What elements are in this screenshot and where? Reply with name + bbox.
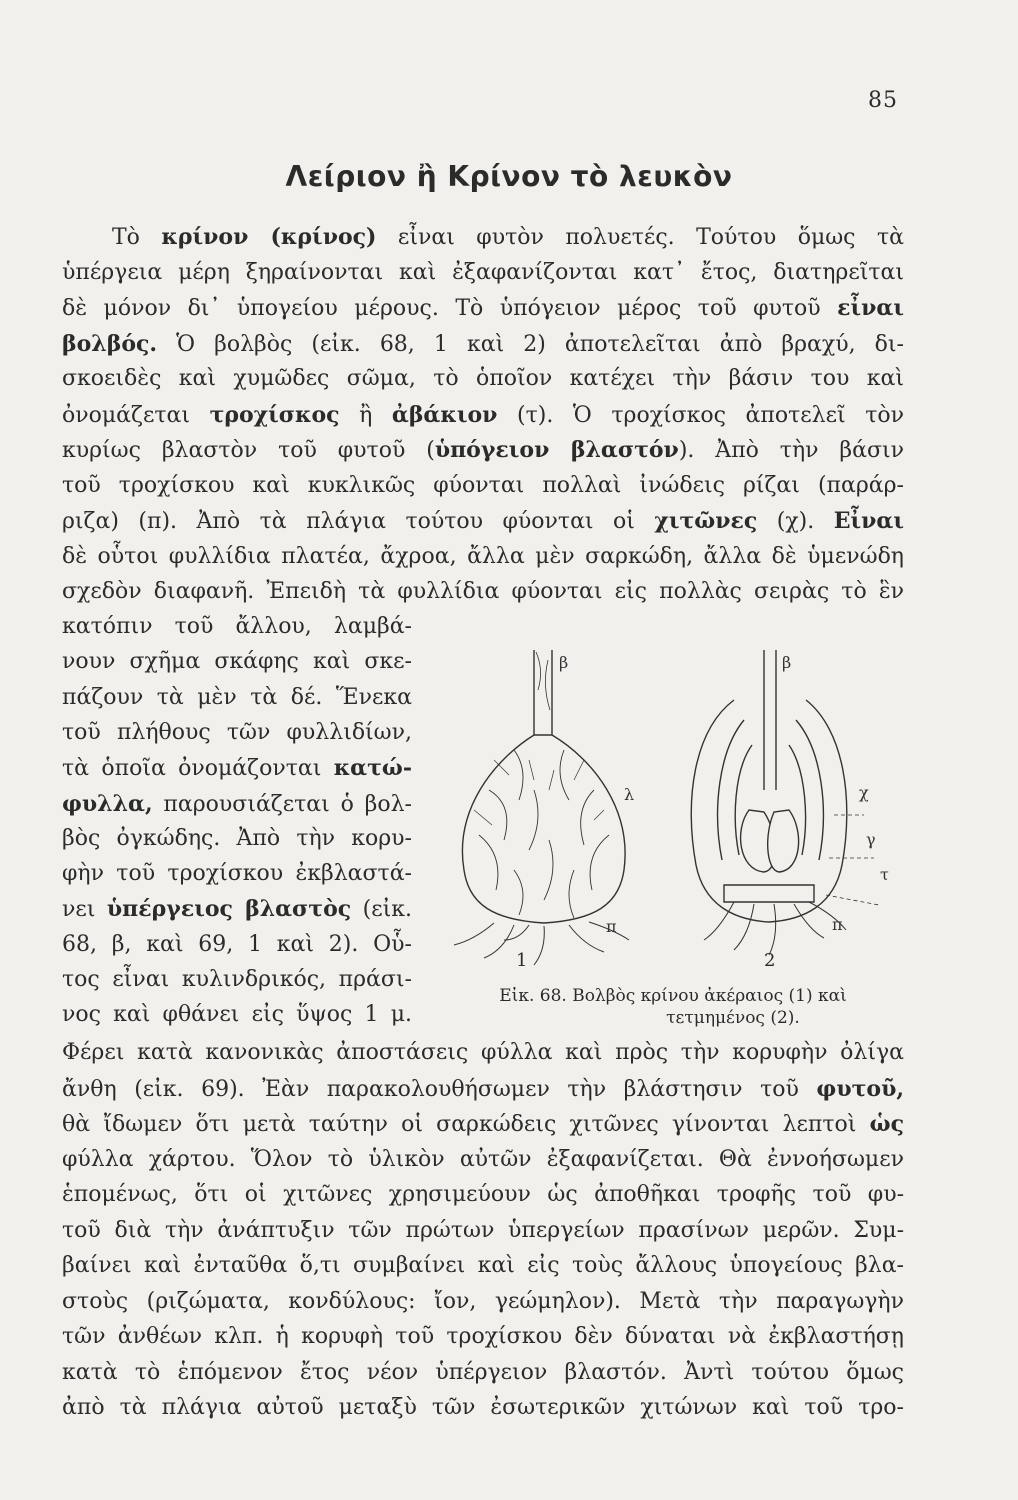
bold-term: χιτῶνες: [654, 508, 758, 534]
bold-term: φυλλα,: [62, 790, 153, 817]
text-line: ὑπέργεια μέρη ξηραίνονται καὶ ἐξαφανίζονται κατ᾿ ἔτος, διατηρεῖται: [62, 259, 904, 285]
page-title: Λείριον ἢ Κρίνον τὸ λευκὸν: [285, 160, 733, 193]
figure-letter-beta-2: β: [782, 653, 792, 672]
text-line: Φέρει κατὰ κανονικὰς ἀποστάσεις φύλλα καὶ πρὸς τὴν κορυφὴν ὀλίγα: [62, 1040, 904, 1065]
figure-label-2: 2: [764, 950, 776, 971]
text-line: τὰ ὁποῖα ὀνομάζονται κατώ-: [62, 755, 412, 782]
text-line: δὲ οὗτοι φυλλίδια πλατέα, ἄχροα, ἄλλα μὲν σαρκώδη, ἄλλα δὲ ὑμενώδη: [62, 543, 904, 569]
figure-letter-gamma: γ: [866, 830, 876, 849]
text-line: τοῦ πλήθους τῶν φυλλιδίων,: [62, 719, 412, 745]
page-number: 85: [868, 88, 898, 113]
bold-term: κρίνον (κρίνος): [161, 224, 377, 250]
text-line: φυλλα, παρουσιάζεται ὁ βολ-: [62, 790, 412, 817]
text-line: νουν σχῆμα σκάφης καὶ σκε-: [62, 649, 412, 675]
text-line: δὲ μόνον δι᾿ ὑπογείου μέρους. Τὸ ὑπόγειον μέρος τοῦ φυτοῦ εἶναι: [62, 295, 904, 321]
text-line: τοῦ τροχίσκου καὶ κυκλικῶς φύονται πολλαὶ ἰνώδεις ρίζαι (παράρ-: [62, 472, 904, 498]
figure-68-lily-bulb: [434, 640, 904, 1030]
figure-label-1: 1: [516, 950, 528, 971]
text-line: πάζουν τὰ μὲν τὰ δέ. Ἕνεκα: [62, 684, 412, 710]
figure-letter-chi: χ: [859, 783, 869, 802]
text-line: Τὸ κρίνον (κρίνος) εἶναι φυτὸν πολυετές. Τούτου ὅμως τὰ: [112, 224, 905, 250]
figure-caption-line-1: Εἰκ. 68. Βολβὸς κρίνου ἀκέραιος (1) καὶ: [499, 986, 847, 1006]
text-line: ἀπὸ τὰ πλάγια αὐτοῦ μεταξὺ τῶν ἐσωτερικῶν χιτώνων καὶ τοῦ τρο-: [62, 1395, 904, 1420]
bold-term: φυτοῦ,: [816, 1075, 904, 1102]
text-line: ἑπομένως, ὅτι οἱ χιτῶνες χρησιμεύουν ὡς ἀποθῆκαι τροφῆς τοῦ φυ-: [62, 1182, 904, 1207]
text-line: σκοειδὲς καὶ χυμῶδες σῶμα, τὸ ὁποῖον κατέχει τὴν βάσιν του καὶ: [62, 366, 904, 391]
text-line: βὸς ὀγκώδης. Ἀπὸ τὴν κορυ-: [62, 825, 412, 851]
figure-letter-lambda: λ: [624, 785, 635, 804]
figure-letter-tau: τ: [880, 865, 889, 884]
text-line: τῶν ἀνθέων κλπ. ἡ κορυφὴ τοῦ τροχίσκου δὲν δύναται νὰ ἐκβλαστήσῃ: [62, 1324, 904, 1349]
bold-term: ὡς: [869, 1111, 904, 1137]
text-line: θὰ ἴδωμεν ὅτι μετὰ ταύτην οἱ σαρκώδεις χιτῶνες γίνονται λεπτοὶ ὡς: [62, 1111, 904, 1137]
bold-term: βολβός.: [62, 330, 158, 357]
bold-term: εἶναι: [837, 295, 904, 321]
text-line: τος εἶναι κυλινδρικός, πράσι-: [62, 967, 412, 992]
bold-term: ὑπόγειον βλαστόν: [434, 437, 679, 463]
figure-caption: [438, 985, 908, 1029]
text-line: κατὰ τὸ ἑπόμενον ἔτος νέον ὑπέργειον βλαστόν. Ἀντὶ τούτου ὅμως: [62, 1359, 904, 1385]
text-line: ὀνομάζεται τροχίσκος ἢ ἀβάκιον (τ). Ὁ τροχίσκος ἀποτελεῖ τὸν: [62, 401, 904, 428]
text-line: στοὺς (ριζώματα, κονδύλους: ἴον, γεώμηλον). Μετὰ τὴν παραγωγὴν: [62, 1288, 904, 1314]
text-line: βαίνει καὶ ἐνταῦθα ὅ,τι συμβαίνει καὶ εἰς τοὺς ἄλλους ὑπογείους βλα-: [62, 1253, 904, 1278]
bold-term: τροχίσκος: [209, 401, 340, 428]
text-line: σχεδὸν διαφανῆ. Ἐπειδὴ τὰ φυλλίδια φύονται εἰς πολλὰς σειρὰς τὸ ἓν: [62, 579, 904, 604]
text-line: νει ὑπέργειος βλαστὸς (εἰκ.: [62, 896, 413, 923]
text-line: κυρίως βλαστὸν τοῦ φυτοῦ (ὑπόγειον βλαστόν). Ἀπὸ τὴν βάσιν: [62, 437, 905, 463]
text-line: ἄνθη (εἰκ. 69). Ἐὰν παρακολουθήσωμεν τὴν βλάστησιν τοῦ φυτοῦ,: [62, 1075, 904, 1102]
text-line: κατόπιν τοῦ ἄλλου, λαμβά-: [62, 614, 412, 639]
bulb-illustration: [434, 640, 904, 1030]
text-line: 68, β, καὶ 69, 1 καὶ 2). Οὗ-: [62, 931, 412, 957]
whole-bulb-drawing: [454, 650, 629, 965]
figure-letter-pi-1: π: [606, 917, 617, 936]
text-line: νος καὶ φθάνει εἰς ὕψος 1 μ.: [62, 1002, 412, 1028]
text-line: τοῦ διὰ τὴν ἀνάπτυξιν τῶν πρώτων ὑπεργείων πρασίνων μερῶν. Συμ-: [62, 1217, 904, 1243]
text-line: φὴν τοῦ τροχίσκου ἐκβλαστά-: [62, 861, 412, 887]
text-line: φύλλα χάρτου. Ὅλον τὸ ὑλικὸν αὐτῶν ἐξαφανίζεται. Θὰ ἐννοήσωμεν: [62, 1146, 904, 1172]
bold-term: ὑπέργειος βλαστὸς: [106, 896, 352, 923]
bold-term: Εἶναι: [833, 508, 904, 534]
figure-caption-line-2: τετμημένος (2).: [666, 1008, 800, 1028]
text-line: βολβός. Ὁ βολβὸς (εἰκ. 68, 1 καὶ 2) ἀποτελεῖται ἀπὸ βραχύ, δι-: [62, 330, 904, 357]
cut-bulb-drawing: [691, 650, 879, 955]
figure-letter-beta-1: β: [559, 653, 569, 672]
bold-term: κατώ-: [333, 755, 412, 782]
text-line: ριζα) (π). Ἀπὸ τὰ πλάγια τούτου φύονται οἱ χιτῶνες (χ). Εἶναι: [62, 508, 904, 534]
bold-term: ἀβάκιον: [391, 401, 498, 428]
figure-letter-pi-2: π: [832, 915, 843, 934]
